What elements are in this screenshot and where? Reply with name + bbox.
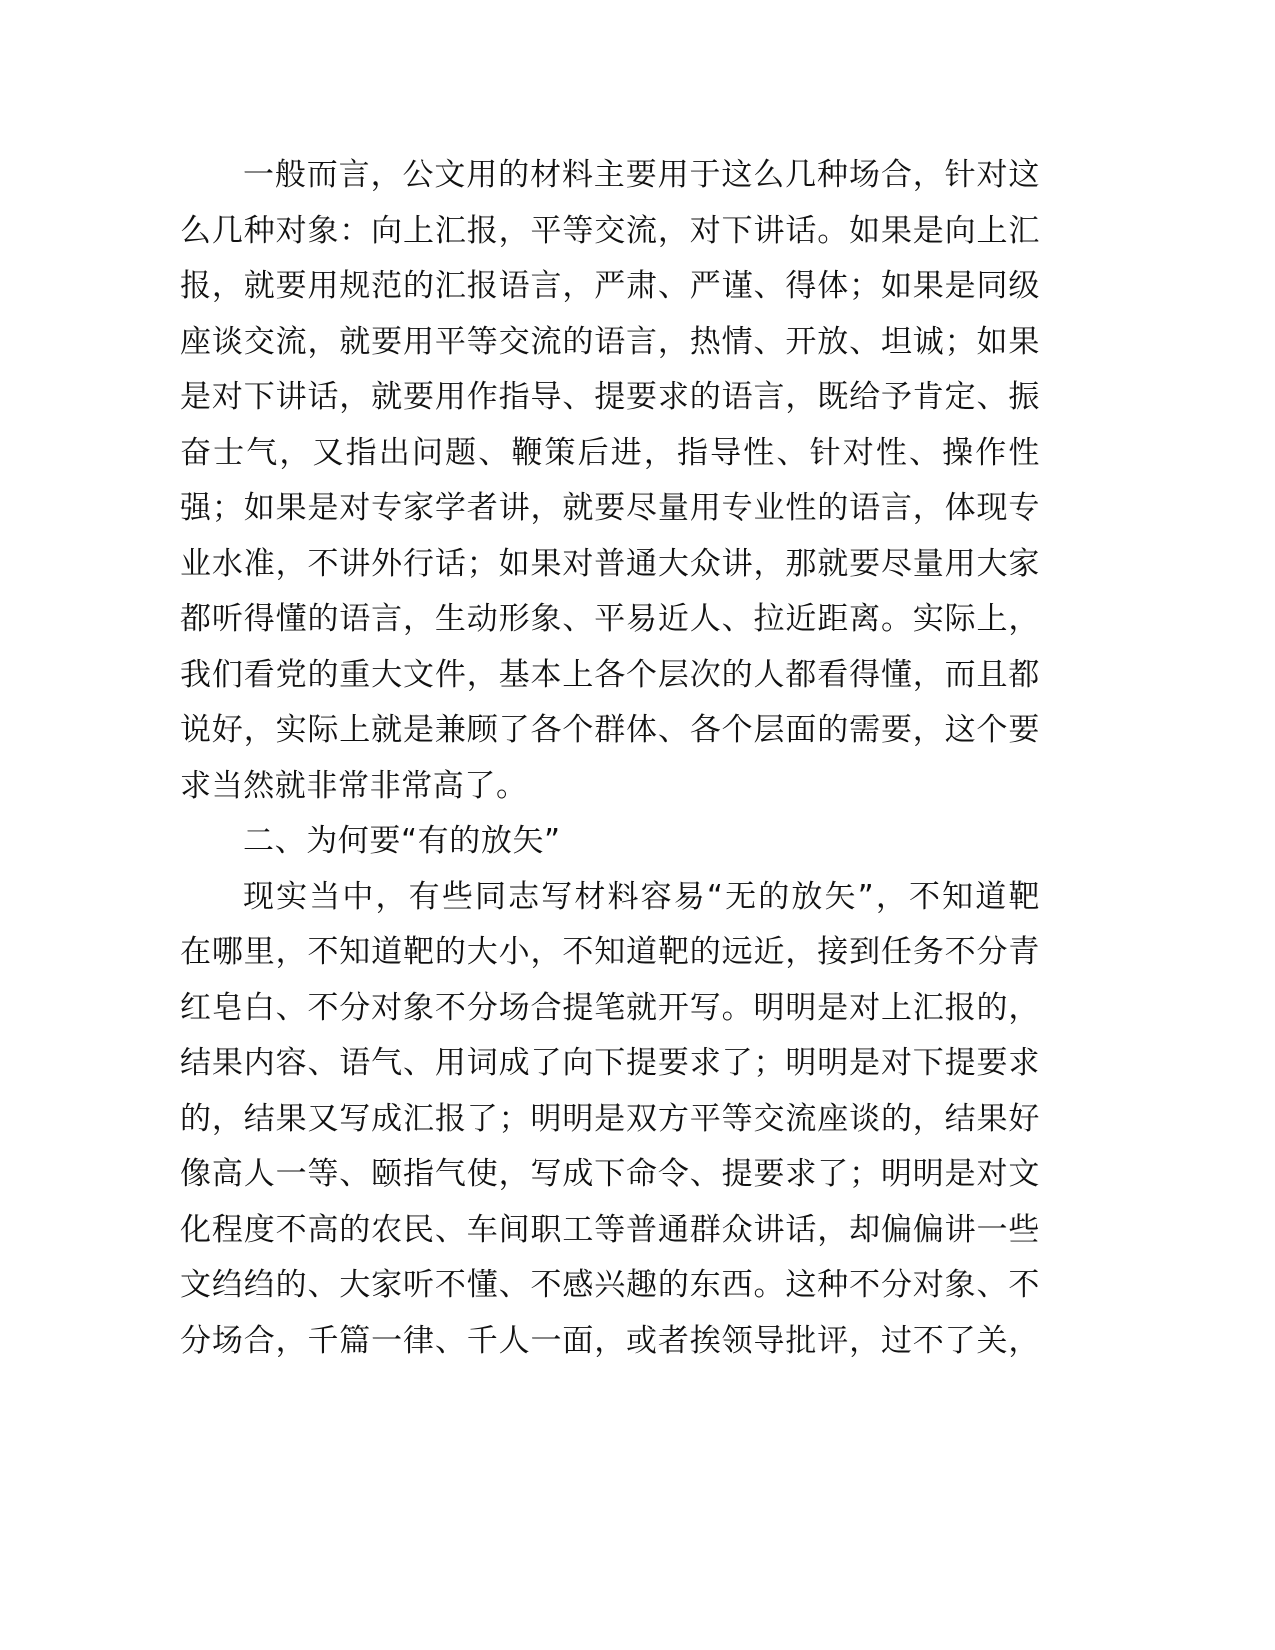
text-line: 像高人一等、颐指气使，写成下命令、提要求了；明明是对文	[180, 1156, 1040, 1192]
text-line: 在哪里，不知道靶的大小，不知道靶的远近，接到任务不分青	[180, 934, 1040, 970]
text-line: 结果内容、语气、用词成了向下提要求了；明明是对下提要求	[180, 1045, 1040, 1081]
text-line: 是对下讲话，就要用作指导、提要求的语言，既给予肯定、振	[180, 379, 1040, 415]
text-line: 奋士气，又指出问题、鞭策后进，指导性、针对性、操作性	[180, 434, 1040, 471]
paragraph-2	[180, 870, 1040, 1370]
heading-text: 二、为何要“有的放矢”	[243, 823, 561, 859]
section-heading	[180, 814, 1040, 870]
text-line: 都听得懂的语言，生动形象、平易近人、拉近距离。实际上，	[180, 601, 1040, 637]
text-line: 化程度不高的农民、车间职工等普通群众讲话，却偏偏讲一些	[180, 1211, 1040, 1248]
text-line: 现实当中，有些同志写材料容易“无的放矢”，不知道靶	[243, 878, 1040, 915]
text-line: 座谈交流，就要用平等交流的语言，热情、开放、坦诚；如果	[180, 323, 1040, 360]
text-line: 么几种对象：向上汇报，平等交流，对下讲话。如果是向上汇	[180, 212, 1040, 249]
paragraph-1	[180, 148, 1040, 814]
text-line: 求当然就非常非常高了。	[180, 767, 528, 804]
document-body	[180, 148, 1040, 1369]
text-line: 分场合，千篇一律、千人一面，或者挨领导批评，过不了关，	[180, 1322, 1040, 1359]
text-line: 文绉绉的、大家听不懂、不感兴趣的东西。这种不分对象、不	[180, 1267, 1040, 1303]
text-line: 报，就要用规范的汇报语言，严肃、严谨、得体；如果是同级	[180, 268, 1040, 304]
text-line: 红皂白、不分对象不分场合提笔就开写。明明是对上汇报的，	[180, 989, 1040, 1026]
text-line: 我们看党的重大文件，基本上各个层次的人都看得懂，而且都	[180, 656, 1040, 693]
text-line: 一般而言，公文用的材料主要用于这么几种场合，针对这	[243, 157, 1040, 193]
text-line: 业水准，不讲外行话；如果对普通大众讲，那就要尽量用大家	[180, 545, 1040, 582]
text-line: 的，结果又写成汇报了；明明是双方平等交流座谈的，结果好	[180, 1100, 1040, 1137]
text-line: 说好，实际上就是兼顾了各个群体、各个层面的需要，这个要	[180, 712, 1040, 748]
text-line: 强；如果是对专家学者讲，就要尽量用专业性的语言，体现专	[180, 490, 1040, 526]
